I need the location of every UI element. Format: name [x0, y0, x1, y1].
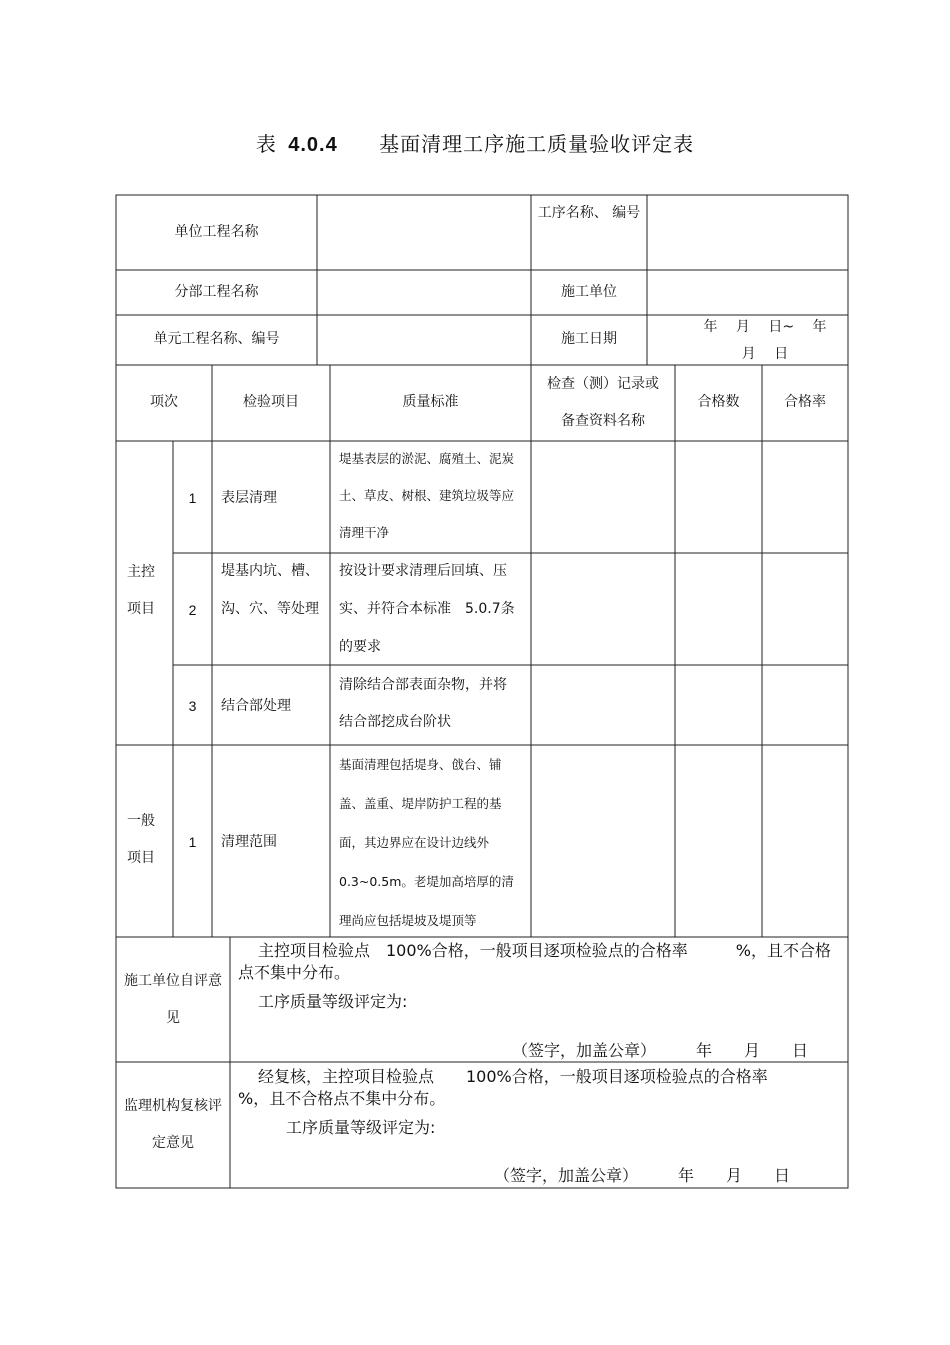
col-pass-rate: 合格率: [784, 394, 826, 410]
main-row-1-no: 1: [188, 490, 197, 506]
contractor-value-field[interactable]: [648, 271, 847, 314]
element-project-value-field[interactable]: [318, 316, 530, 364]
self-eval-line1: 主控项目检验点 100%合格，一般项目逐项检验点的合格率 %，且不合格点不集中分布。: [238, 941, 831, 982]
self-eval-label: 施工单位自评意见: [124, 973, 222, 1026]
supervisor-eval-sign: （签字，加盖公章） 年 月 日: [494, 1166, 791, 1185]
col-quality-standard: 质量标准: [402, 394, 459, 410]
sub-project-value-field[interactable]: [318, 271, 530, 314]
general-row-1-record-field[interactable]: [532, 746, 674, 936]
main-row-1-item: 表层清理: [221, 490, 277, 506]
contractor-label: 施工单位: [561, 284, 617, 300]
col-pass-count: 合格数: [697, 394, 740, 410]
main-row-3-item: 结合部处理: [221, 698, 291, 714]
supervisor-eval-label: 监理机构复核评定意见: [124, 1098, 222, 1151]
element-project-label: 单元工程名称、编号: [153, 331, 280, 347]
supervisor-eval-line2: 工序质量等级评定为:: [286, 1118, 436, 1137]
unit-project-label: 单位工程名称: [174, 224, 259, 240]
process-name-value-field[interactable]: [648, 196, 847, 269]
general-row-1-count-field[interactable]: [676, 746, 761, 936]
main-row-1-record-field[interactable]: [532, 442, 674, 552]
main-row-2-count-field[interactable]: [676, 554, 761, 664]
date-value: 年 月 日~ 年 月 日: [703, 319, 845, 362]
title-prefix: 表: [255, 132, 277, 156]
main-row-3-no: 3: [188, 698, 197, 714]
unit-project-value-field[interactable]: [318, 196, 530, 269]
main-row-1-rate-field[interactable]: [763, 442, 847, 552]
sub-project-label: 分部工程名称: [174, 284, 259, 300]
main-row-2-rate-field[interactable]: [763, 554, 847, 664]
title-name: 基面清理工序施工质量验收评定表: [379, 132, 695, 156]
general-row-1-rate-field[interactable]: [763, 746, 847, 936]
main-row-3-count-field[interactable]: [676, 666, 761, 744]
date-label: 施工日期: [561, 331, 617, 347]
supervisor-eval-line1: 经复核，主控项目检验点 100%合格，一般项目逐项检验点的合格率 %，且不合格点不集中分布。: [238, 1067, 789, 1108]
main-row-2-item: 堤基内坑、槽、沟、穴、等处理: [221, 563, 319, 617]
process-name-label: 工序名称、 编号: [537, 205, 641, 221]
general-row-1-standard: 基面清理包括堤身、戗台、铺盖、盖重、堤岸防护工程的基面，其边界应在设计边线外0.3~0.5m。老堤加高培厚的清理尚应包括堤坡及堤顶等: [339, 757, 514, 928]
col-record: 检查（测）记录或备查资料名称: [547, 376, 659, 429]
main-group-label: 主控项目: [127, 564, 155, 617]
col-item-no: 项次: [150, 394, 178, 410]
title-number: 4.0.4: [288, 134, 338, 156]
main-row-3-rate-field[interactable]: [763, 666, 847, 744]
main-row-1-count-field[interactable]: [676, 442, 761, 552]
general-row-1-no: 1: [188, 834, 197, 850]
main-row-2-record-field[interactable]: [532, 554, 674, 664]
general-group-label: 一般项目: [127, 813, 155, 866]
self-eval-line2: 工序质量等级评定为:: [258, 992, 408, 1011]
main-row-3-record-field[interactable]: [532, 666, 674, 744]
main-row-3-standard: 清除结合部表面杂物，并将结合部挖成台阶状: [339, 677, 507, 730]
main-row-2-standard: 按设计要求清理后回填、压实、并符合本标准 5.0.7条的要求: [339, 563, 515, 655]
main-row-2-no: 2: [188, 602, 197, 618]
self-eval-sign: （签字，加盖公章） 年 月 日: [512, 1041, 809, 1060]
col-inspection-item: 检验项目: [243, 394, 299, 410]
main-row-1-standard: 堤基表层的淤泥、腐殖土、泥炭土、草皮、树根、建筑垃圾等应清理干净: [339, 451, 515, 540]
general-row-1-item: 清理范围: [221, 834, 277, 850]
